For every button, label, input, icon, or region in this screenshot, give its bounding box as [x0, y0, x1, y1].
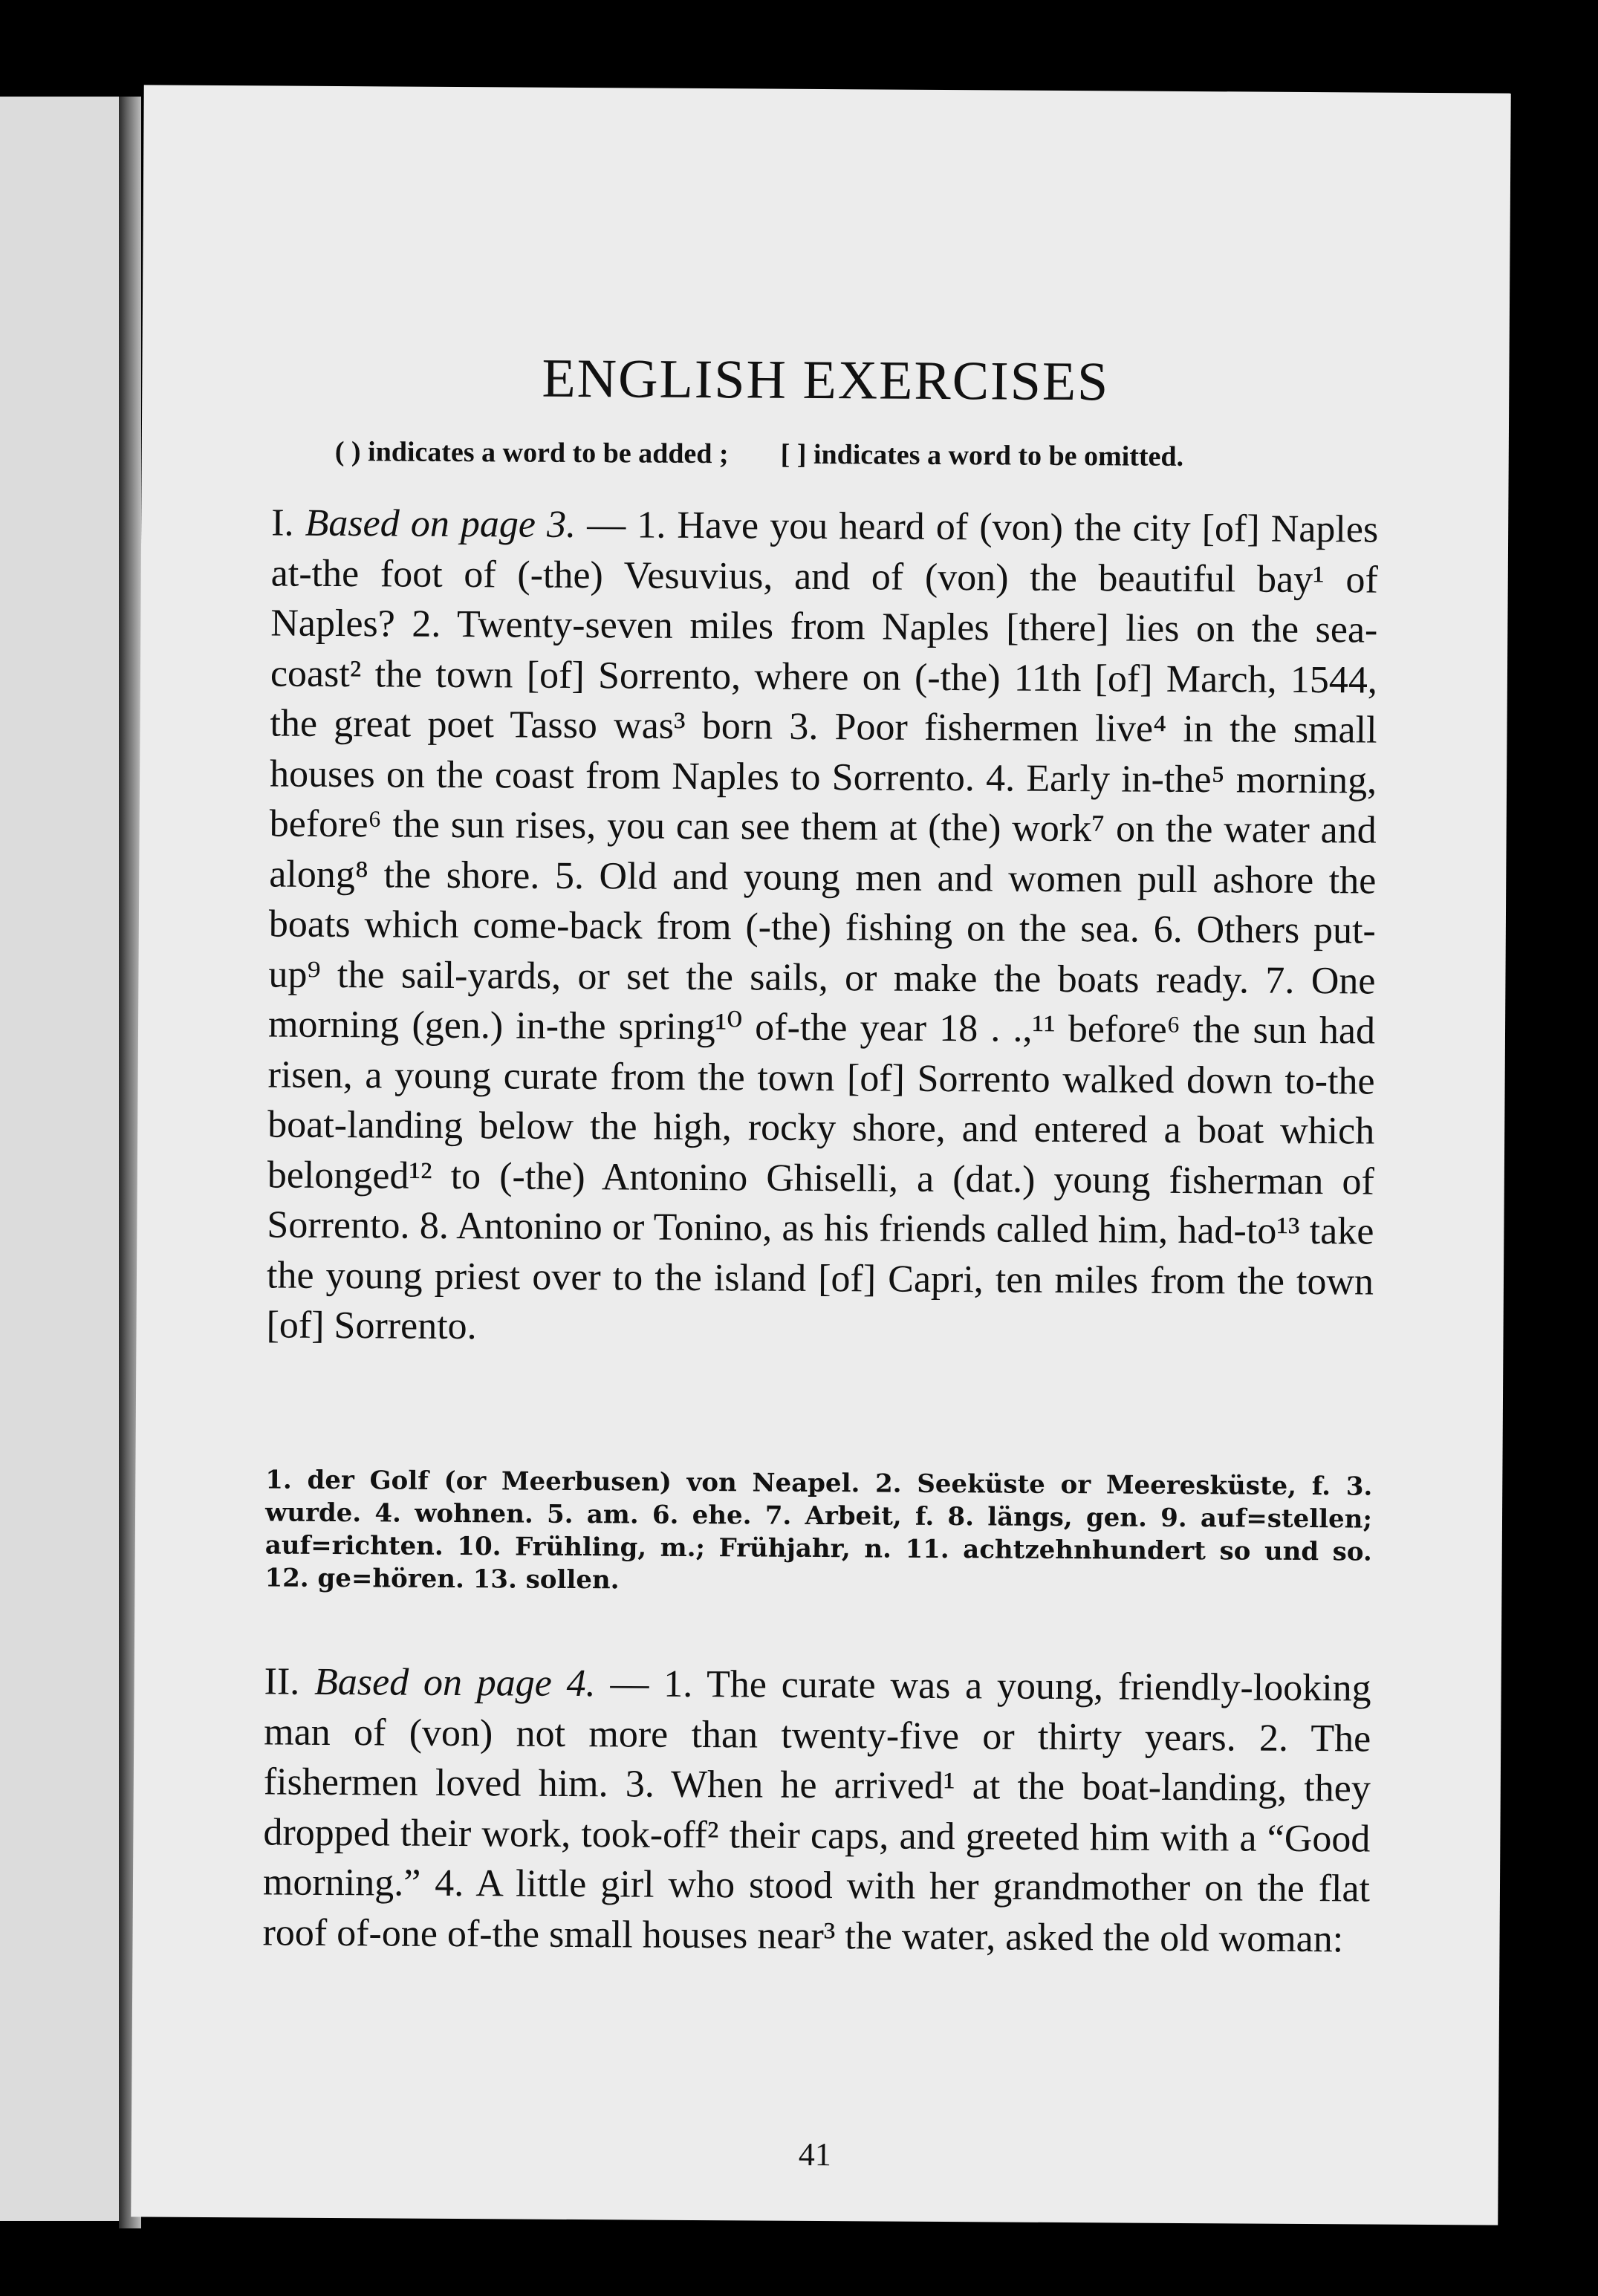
exercise-2	[262, 1656, 1371, 1964]
exercise-1-footnotes: 1. der Golf (or Meerbusen) von Neapel. 2. Seeküste or Meeresküste, f. 3. wurde. 4. wohnen. 5. am. 6. ehe. 7. Arbeit, f. 8. längs, gen. 9. auf=stellen; auf=richten. 10. Frühling, m.; Frühjahr, n. 11. achtzehnhundert so und so. 12. ge=hören. 13. sollen.	[264, 1465, 1373, 1596]
facing-page-edge	[0, 97, 119, 2221]
legend-added: ( ) indicates a word to be added ;	[334, 435, 729, 470]
exercise-1-numeral: I.	[271, 501, 294, 544]
exercise-1-heading: Based on page 3.	[305, 501, 576, 546]
legend-omitted: [ ] indicates a word to be omitted.	[780, 438, 1184, 472]
exercise-2-heading: Based on page 4.	[314, 1660, 596, 1705]
exercise-2-numeral: II.	[264, 1660, 300, 1703]
page-number: 41	[798, 2136, 831, 2173]
page-title: ENGLISH EXERCISES	[542, 348, 1110, 413]
notation-legend	[335, 435, 1375, 475]
exercise-1	[266, 498, 1378, 1357]
exercise-2-body: — 1. The curate was a young, friendly-looking man of (von) not more than twenty-five or thirty years. 2. The fishermen loved him. 3. When he arrived¹ at the boat-landing, they dropped their work, took-off² their caps, and greeted him with a “Good morning.” 4. A little girl who stood with her grandmother on the flat roof of-one of-the small houses near³ the water, asked the old woman:	[262, 1662, 1371, 1960]
exercise-1-body: — 1. Have you heard of (von) the city [of] Naples at-the foot of (-the) Vesuvius, and of (von) the beautiful bay¹ of Naples? 2. Twenty-seven miles from Naples [there] lies on the sea-coast² the town [of] Sorrento, where on (-the) 11th [of] March, 1544, the great poet Tasso was³ born 3. Poor fishermen live⁴ in the small houses on the coast from Naples to Sorrento. 4. Early in-the⁵ morning, before⁶ the sun rises, you can see them at (the) work⁷ on the water and along⁸ the shore. 5. Old and young men and women pull ashore the boats which come-back from (-the) fishing on the sea. 6. Others put-up⁹ the sail-yards, or set the sails, or make the boats ready. 7. One morning (gen.) in-the spring¹⁰ of-the year 18 . .,¹¹ before⁶ the sun had risen, a young curate from the town [of] Sorrento walked down to-the boat-landing below the high, rocky shore, and entered a boat which belonged¹² to (-the) Antonino Ghiselli, a (dat.) young fisherman of Sorrento. 8. Antonino or Tonino, as his friends called him, had-to¹³ take the young priest over to the island [of] Capri, ten miles from the town [of] Sorrento.	[266, 504, 1379, 1348]
book-page	[131, 85, 1510, 2225]
